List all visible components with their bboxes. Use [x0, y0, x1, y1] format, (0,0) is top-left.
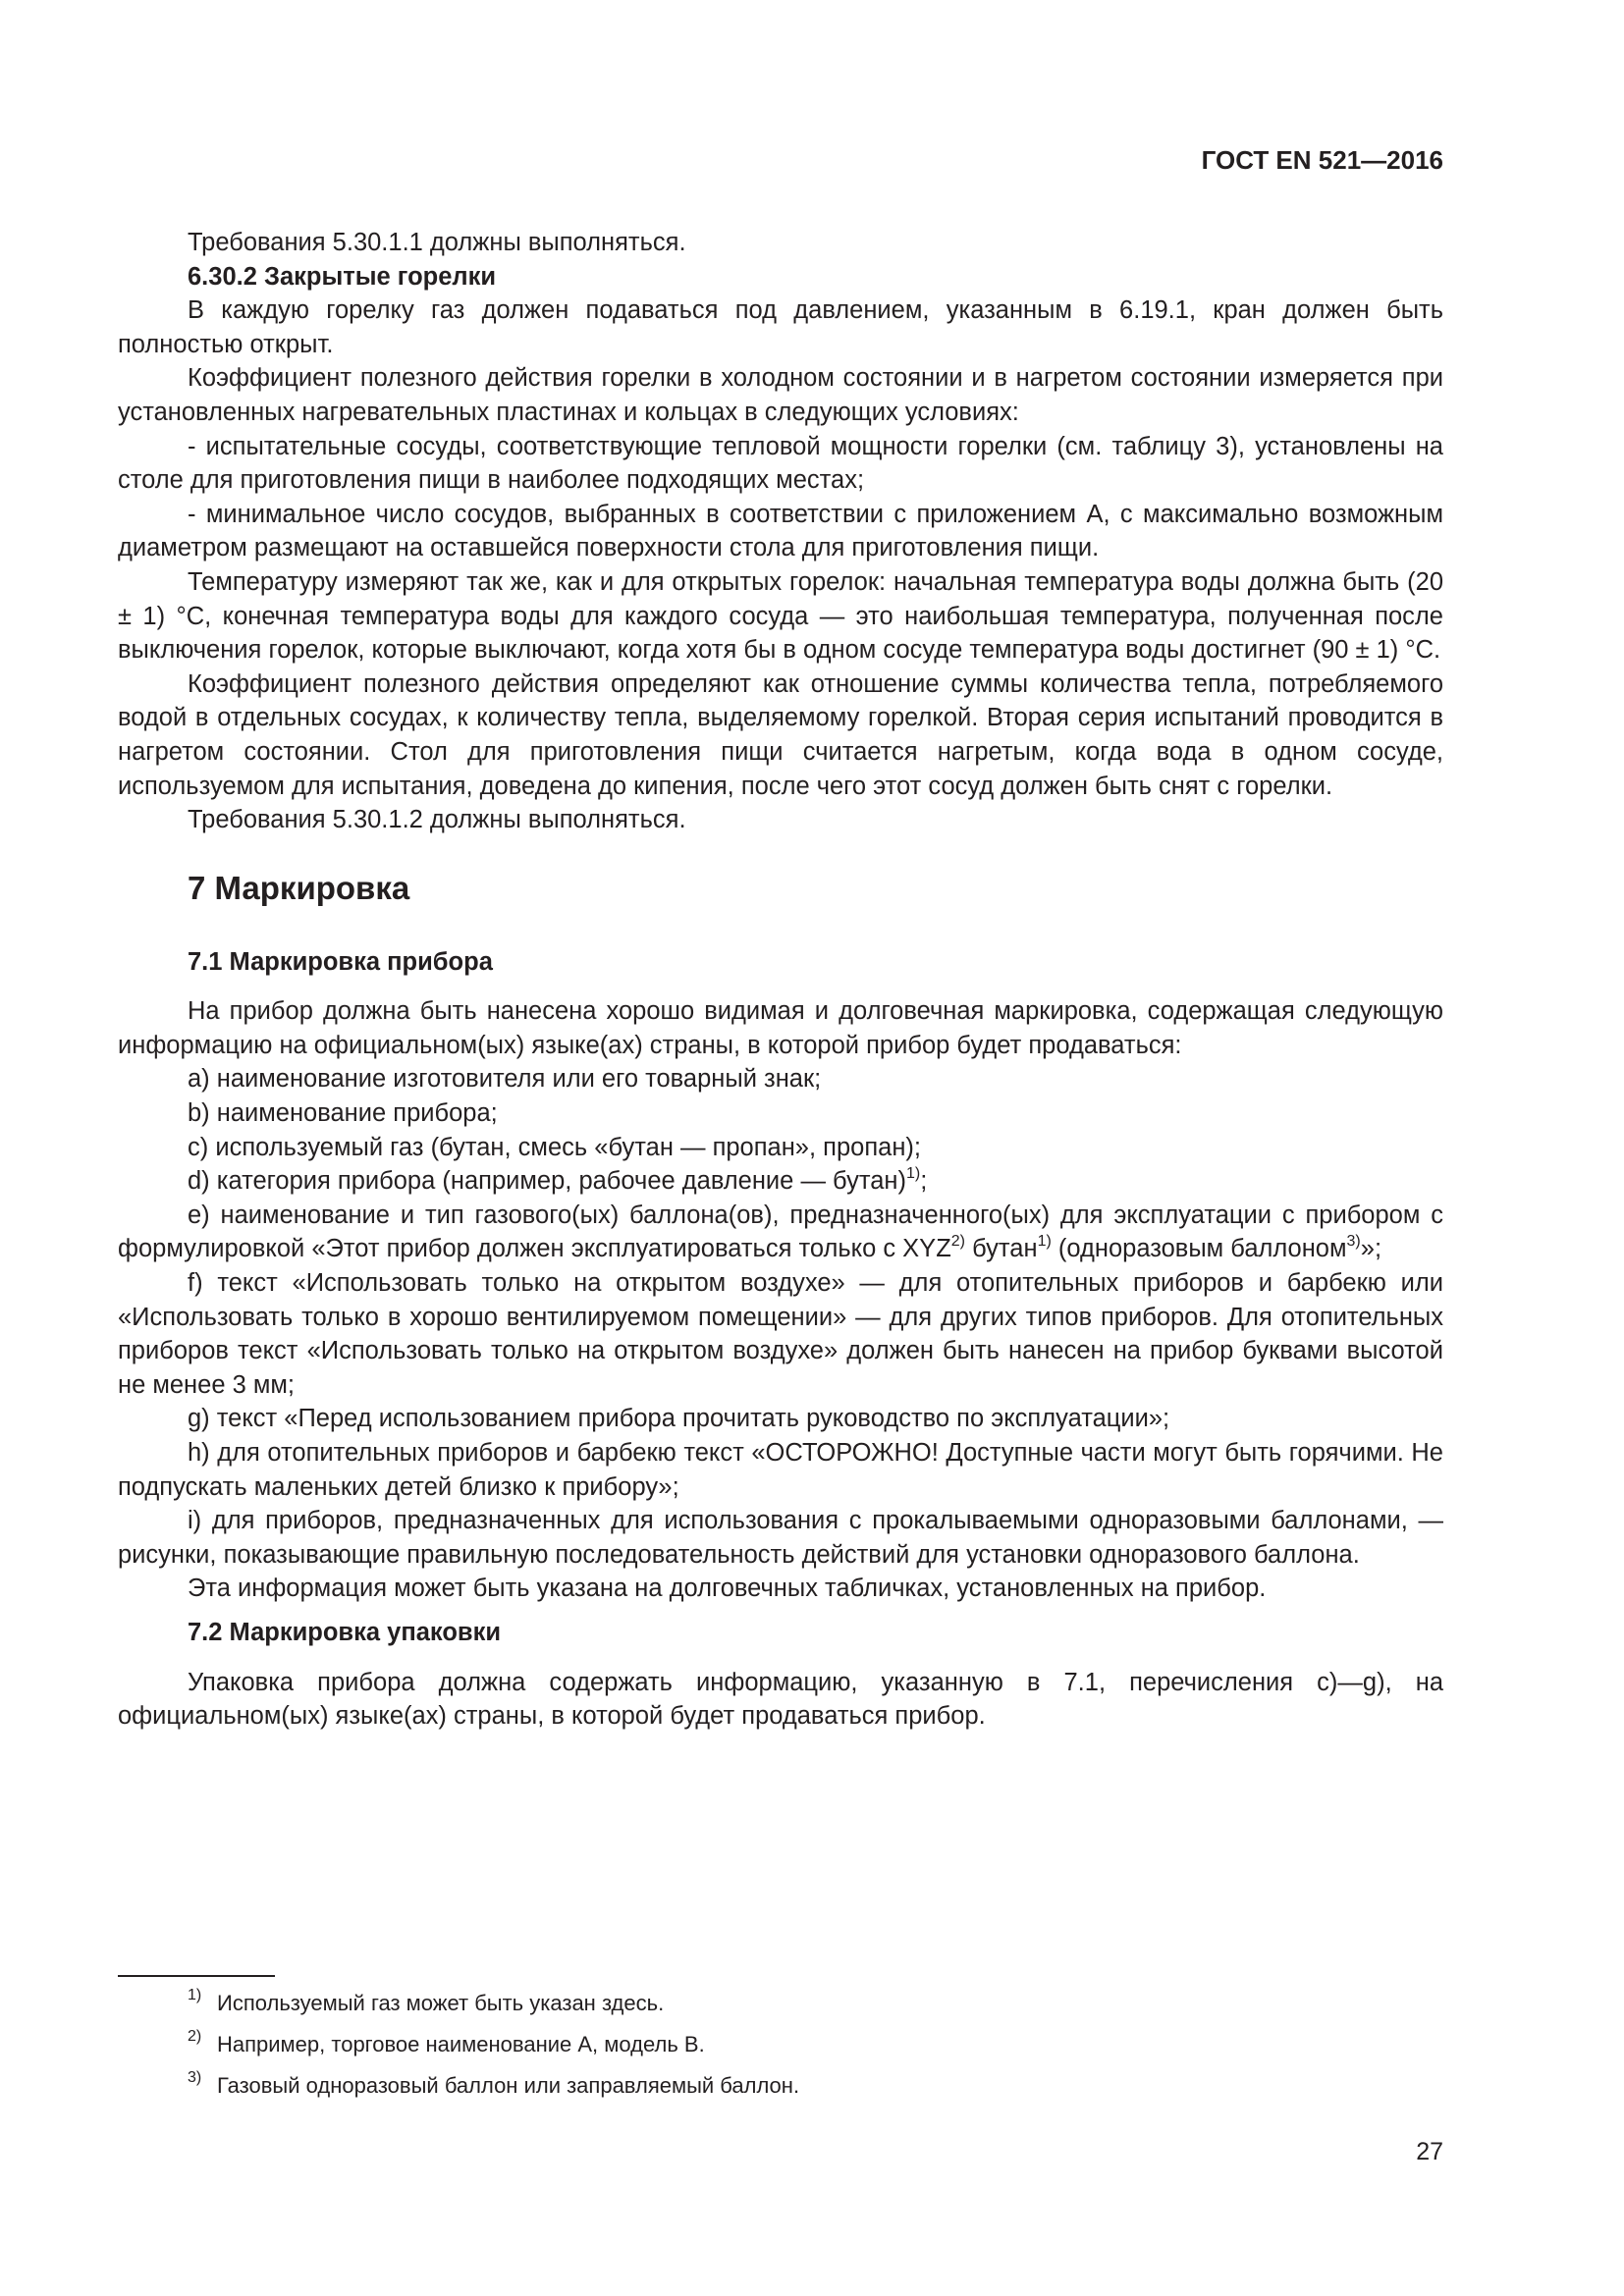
list-item [118, 1199, 1443, 1266]
list-item-text: (одноразовым баллоном [1051, 1235, 1347, 1263]
paragraph: Требования 5.30.1.1 должны выполняться. [188, 229, 686, 256]
footnote-mark: 1) [188, 1987, 202, 2003]
list-item-end: ; [920, 1167, 928, 1196]
clause-heading: 7.2 Маркировка упаковки [188, 1618, 502, 1646]
list-item [118, 1164, 1443, 1199]
footnote-text: Газовый одноразовый баллон или заправляемый баллон. [217, 2073, 800, 2098]
footnote-mark: 2) [188, 2028, 202, 2045]
list-item: h) для отопительных приборов и барбекю текст «ОСТОРОЖНО! Доступные части могут быть горячими. Не подпускать маленьких детей близко к прибору»; [118, 1439, 1443, 1501]
footnote-mark: 3) [188, 2069, 202, 2086]
paragraph: Температуру измеряют так же, как и для открытых горелок: начальная температура воды должна быть (20 ± 1) °С, конечная температура воды для каждого сосуда — это наибольшая температура, полученная после выключения горелок, которые выключают, когда хотя бы в одном сосуде температура воды достигнет (90 ± 1) °С. [118, 567, 1443, 665]
footnote-ref: 1) [1037, 1232, 1052, 1250]
standard-designation: ГОСТ EN 521—2016 [1201, 145, 1443, 175]
list-item-text: бутан [965, 1235, 1038, 1263]
list-item-text: e) наименование и тип газового(ых) баллона(ов), предназначенного(ых) для эксплуатации с прибором с формулировкой «Этот прибор должен эксплуатироваться только с XYZ [118, 1201, 1443, 1263]
subclause-title: Закрытые горелки [264, 262, 497, 291]
paragraph: На прибор должна быть нанесена хорошо видимая и долговечная маркировка, содержащая следующую информацию на официальном(ых) языке(ах) страны, в которой прибор будет продаваться: [118, 997, 1443, 1059]
paragraph: В каждую горелку газ должен подаваться под давлением, указанным в 6.19.1, кран должен быть полностью открыт. [118, 296, 1443, 358]
section-heading: 7 Маркировка [188, 869, 410, 906]
footnote-ref: 3) [1346, 1232, 1361, 1250]
list-item: g) текст «Перед использованием прибора прочитать руководство по эксплуатации»; [188, 1405, 1170, 1433]
footnotes [118, 1983, 1443, 2107]
paragraph: Коэффициент полезного действия горелки в холодном состоянии и в нагретом состоянии измеряется при установленных нагревательных пластинах и кольцах в следующих условиях: [118, 364, 1443, 426]
document-body [118, 226, 1443, 1734]
subclause-heading [118, 260, 1443, 294]
list-item: - испытательные сосуды, соответствующие тепловой мощности горелки (см. таблицу 3), установлены на столе для приготовления пищи в наиболее подходящих местах; [118, 432, 1443, 495]
list-item: b) наименование прибора; [188, 1099, 498, 1128]
list-item: i) для приборов, предназначенных для использования с прокалываемыми одноразовыми баллонами, — рисунки, показывающие правильную последовательность действий для установки одноразового баллона. [118, 1507, 1443, 1569]
list-item: c) используемый газ (бутан, смесь «бутан — пропан», пропан); [188, 1133, 921, 1161]
paragraph: Требования 5.30.1.2 должны выполняться. [188, 806, 686, 834]
footnote-text: Используемый газ может быть указан здесь. [217, 1991, 665, 2015]
footnote [118, 2065, 1443, 2107]
list-item-text: d) категория прибора (например, рабочее давление — бутан) [188, 1167, 906, 1196]
list-item: - минимальное число сосудов, выбранных в соответствии с приложением А, с максимально возможным диаметром размещают на оставшейся поверхности стола для приготовления пищи. [118, 500, 1443, 562]
clause-heading: 7.1 Маркировка прибора [188, 947, 493, 976]
footnote-text: Например, торговое наименование А, модель В. [217, 2032, 705, 2056]
footnote-ref: 1) [905, 1164, 921, 1182]
paragraph: Эта информация может быть указана на долговечных табличках, установленных на прибор. [188, 1575, 1267, 1603]
footnote-ref: 2) [950, 1232, 966, 1250]
footnote [118, 1983, 1443, 2024]
paragraph: Коэффициент полезного действия определяют как отношение суммы количества тепла, потребляемого водой в отдельных сосудах, к количеству тепла, выделяемому горелкой. Вторая серия испытаний проводится в нагретом состоянии. Стол для приготовления пищи считается нагретым, когда вода в одном сосуде, используемом для испытания, доведена до кипения, после чего этот сосуд должен быть снят с горелки. [118, 669, 1443, 800]
list-item-end: »; [1360, 1235, 1382, 1263]
list-item: f) текст «Использовать только на открытом воздухе» — для отопительных приборов и барбекю или «Использовать только в хорошо вентилируемом помещении» — для других типов приборов. Для отопительных приборов текст «Использовать только на открытом воздухе» должен быть нанесен на прибор буквами высотой не менее 3 мм; [118, 1269, 1443, 1399]
subclause-number: 6.30.2 [188, 262, 257, 291]
paragraph: Упаковка прибора должна содержать информацию, указанную в 7.1, перечисления c)—g), на официальном(ых) языке(ах) страны, в которой будет продаваться прибор. [118, 1668, 1443, 1731]
list-item: а) наименование изготовителя или его товарный знак; [188, 1065, 822, 1094]
page-number: 27 [1416, 2138, 1443, 2165]
footnote [118, 2024, 1443, 2065]
